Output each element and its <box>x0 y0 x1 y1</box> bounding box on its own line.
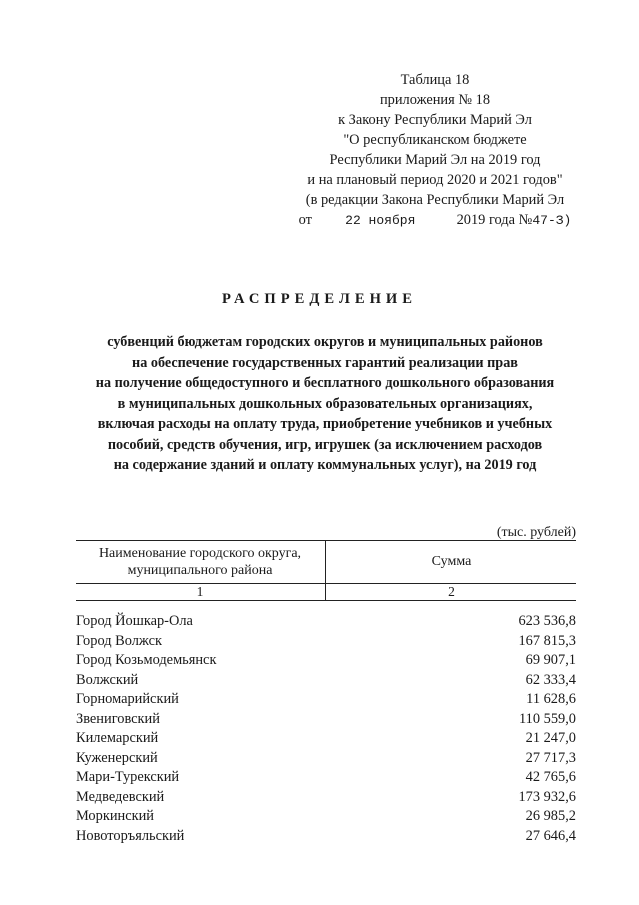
subtitle-line: на обеспечение государственных гарантий реализации прав <box>132 354 518 371</box>
header-line: и на плановый период 2020 и 2021 годов" <box>307 172 563 188</box>
row-sum-value: 623 536,8 <box>518 613 576 629</box>
header-line: приложения № 18 <box>379 92 491 108</box>
row-sum-value: 27 717,3 <box>525 749 576 766</box>
row-sum-value: 110 559,0 <box>518 710 576 727</box>
row-district-name: Город Козьмодемьянск <box>76 652 217 668</box>
document-title: РАСПРЕДЕЛЕНИЕ <box>221 291 418 307</box>
table-row <box>76 729 576 749</box>
table-row <box>76 671 576 691</box>
subtitle-line: на содержание зданий и оплату коммунальных услуг), на 2019 год <box>113 457 537 473</box>
column-header-sum <box>325 541 577 583</box>
column-header-name <box>76 541 324 583</box>
header-date-line <box>282 210 588 231</box>
table-row <box>76 749 576 769</box>
header-line: к Закону Республики Марий Эл <box>338 112 532 128</box>
row-district-name: Город Йошкар-Ола <box>76 613 193 629</box>
subtitle-line: пособий, средств обучения, игр, игрушек (за исключением расходов <box>107 436 543 453</box>
table-row <box>76 807 576 827</box>
row-district-name: Моркинский <box>76 808 155 824</box>
row-district-name: Медведевский <box>76 788 165 805</box>
table-body <box>76 612 576 846</box>
table-row <box>76 788 576 808</box>
column-header-name-line1: Наименование городского округа, <box>98 546 302 561</box>
header-date-value: 22 ноября <box>345 213 416 228</box>
header-law-number: 47-З) <box>532 213 572 228</box>
units-label: (тыс. рублей) <box>496 525 576 540</box>
table-header <box>76 540 576 601</box>
row-district-name: Килемарский <box>76 730 159 746</box>
row-district-name: Город Волжск <box>76 632 162 649</box>
table-row <box>76 632 576 652</box>
table-row <box>76 827 576 847</box>
table-row <box>76 690 576 710</box>
row-sum-value: 69 907,1 <box>525 652 576 668</box>
column-number-1: 1 <box>196 584 204 599</box>
header-line: Таблица 18 <box>400 72 470 88</box>
row-sum-value: 173 932,6 <box>518 788 576 805</box>
subtitle-line: включая расходы на оплату труда, приобретение учебников и учебных <box>97 416 553 432</box>
row-sum-value: 167 815,3 <box>518 632 576 649</box>
row-district-name: Куженерский <box>76 749 158 766</box>
row-district-name: Мари-Турекский <box>76 769 180 785</box>
row-district-name: Новоторъяльский <box>76 827 185 844</box>
header-year-text: 2019 года № <box>456 212 533 228</box>
table-row <box>76 710 576 730</box>
subtitle-line: в муниципальных дошкольных образовательных организациях, <box>117 395 533 412</box>
table-row <box>76 651 576 671</box>
subtitle-line: субвенций бюджетам городских округов и муниципальных районов <box>107 334 543 350</box>
subtitle-line: на получение общедоступного и бесплатного дошкольного образования <box>95 375 555 391</box>
column-number-2: 2 <box>325 584 577 600</box>
table-row <box>76 768 576 788</box>
table-row <box>76 612 576 632</box>
column-header-sum-label: Сумма <box>431 554 472 569</box>
row-sum-value: 26 985,2 <box>525 808 576 824</box>
header-line: (в редакции Закона Республики Марий Эл <box>305 192 565 208</box>
header-line: Республики Марий Эл на 2019 год <box>329 152 541 168</box>
row-district-name: Звениговский <box>76 710 160 727</box>
row-sum-value: 27 646,4 <box>525 827 576 844</box>
row-sum-value: 62 333,4 <box>525 671 576 688</box>
row-district-name: Горномарийский <box>76 691 179 707</box>
header-line: "О республиканском бюджете <box>343 132 527 148</box>
row-sum-value: 42 765,6 <box>525 769 576 785</box>
document-subtitle <box>40 332 610 476</box>
row-sum-value: 21 247,0 <box>525 730 576 746</box>
row-sum-value: 11 628,6 <box>526 691 576 707</box>
header-date-prefix: от <box>298 212 312 228</box>
column-number-row <box>76 583 576 601</box>
row-district-name: Волжский <box>76 671 139 688</box>
appendix-header <box>282 70 588 231</box>
column-header-name-line2: муниципального района <box>127 563 273 578</box>
